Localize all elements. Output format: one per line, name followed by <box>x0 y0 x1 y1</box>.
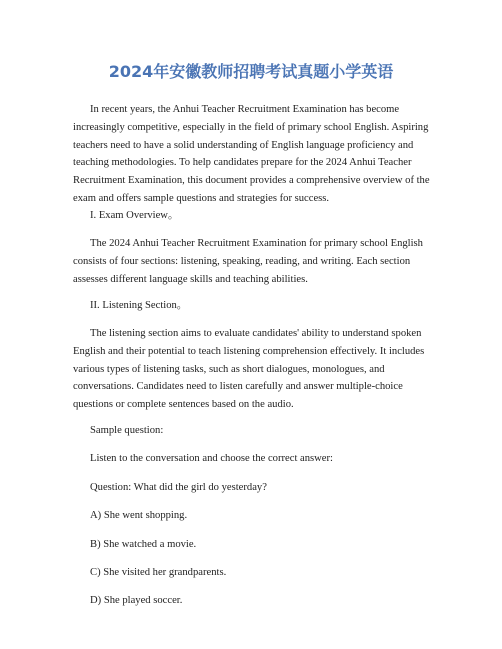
section-heading-listening: II. Listening Section。 <box>90 300 188 311</box>
answer-option-d: D) She played soccer. <box>90 595 183 606</box>
answer-option-b: B) She watched a movie. <box>90 539 197 550</box>
exam-overview-paragraph: The 2024 Anhui Teacher Recruitment Examination for primary school English consists of four sections: listening, speaking, reading, and writing. Each section assesses different language skills and teaching abilities. <box>73 238 423 285</box>
section-heading-exam-overview: I. Exam Overview。 <box>90 210 179 221</box>
sample-question-text: Question: What did the girl do yesterday? <box>90 482 267 493</box>
answer-option-c: C) She visited her grandparents. <box>90 567 227 578</box>
intro-paragraph: In recent years, the Anhui Teacher Recruitment Examination has become increasingly competitive, especially in the field of primary school English. Aspiring teachers need to have a solid understanding of English language proficiency and teaching methodologies. To help candidates prepare for the 2024 Anhui Teacher Recruitment Examination, this document provides a comprehensive overview of the exam and offers sample questions and strategies for success. <box>73 104 430 204</box>
listening-section-paragraph: The listening section aims to evaluate candidates' ability to understand spoken English and their potential to teach listening comprehension effectively. It includes various types of listening tasks, such as short dialogues, monologues, and conversations. Candidates need to listen carefully and answer multiple-choice questions or complete sentences based on the audio. <box>73 328 425 411</box>
sample-question-label: Sample question: <box>90 425 164 436</box>
sample-question-instruction: Listen to the conversation and choose the correct answer: <box>90 453 333 464</box>
answer-option-a: A) She went shopping. <box>90 510 188 521</box>
document-title: 2024年安徽教师招聘考试真题小学英语 <box>108 62 394 81</box>
